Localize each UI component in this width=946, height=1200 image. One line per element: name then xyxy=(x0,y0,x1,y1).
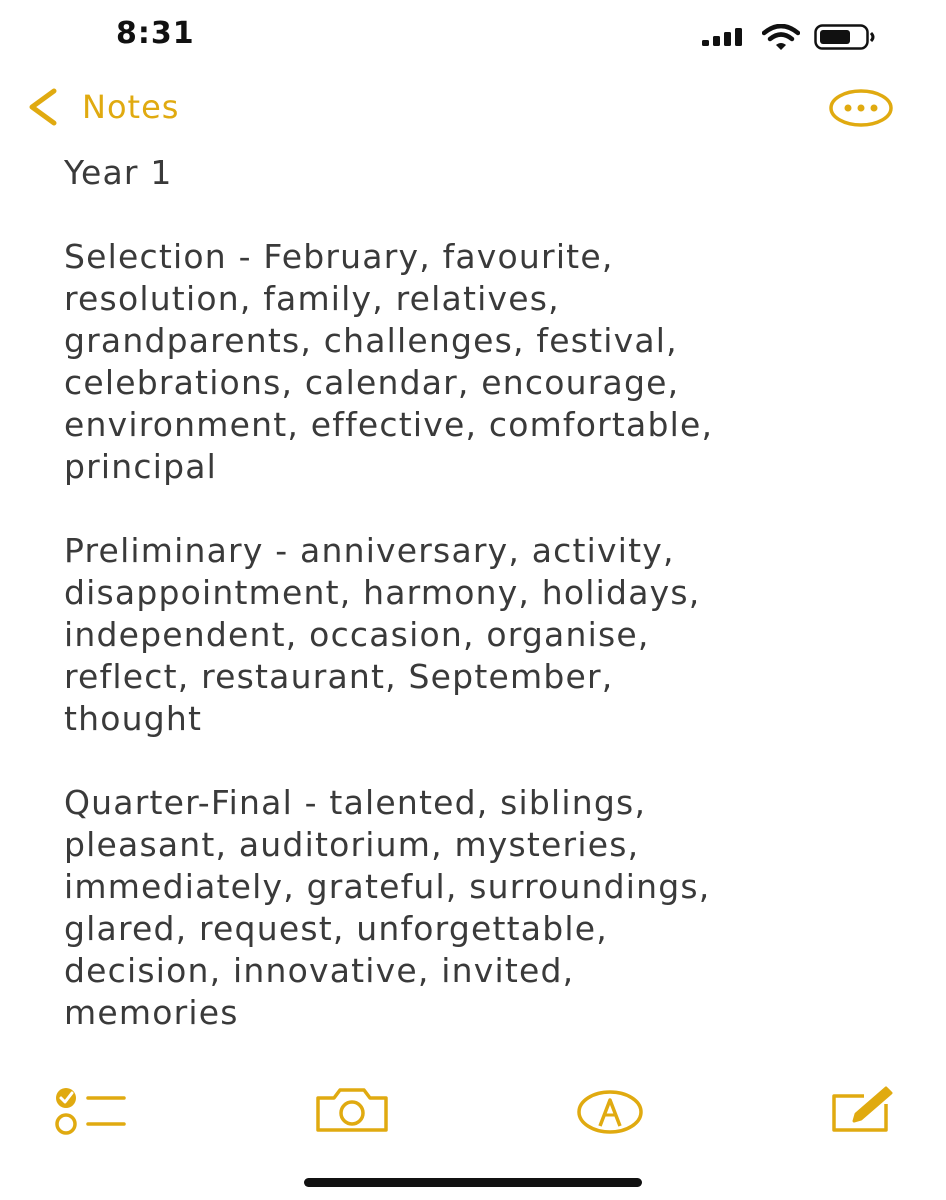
note-paragraph-preliminary[interactable]: Preliminary - anniversary, activity, disappointment, harmony, holidays, independent, occasion, organise, reflect, restaurant, September, thought xyxy=(64,531,701,738)
bottom-toolbar xyxy=(0,1082,946,1152)
status-icons xyxy=(702,24,876,50)
camera-icon xyxy=(312,1082,392,1136)
back-button[interactable] xyxy=(24,80,179,134)
ellipsis-circle-icon xyxy=(828,88,894,128)
compose-button[interactable] xyxy=(830,1082,894,1140)
cellular-signal-icon xyxy=(702,28,748,46)
checklist-button[interactable] xyxy=(52,1082,128,1140)
note-title[interactable]: Year 1 xyxy=(64,153,173,192)
note-paragraph-quarter-final[interactable]: Quarter-Final - talented, siblings, pleasant, auditorium, mysteries, immediately, grateful, surroundings, glared, request, unforgettable, decision, innovative, invited, memories xyxy=(64,783,711,1032)
status-bar xyxy=(0,0,946,70)
note-paragraph-selection[interactable]: Selection - February, favourite, resolution, family, relatives, grandparents, challenges, festival, celebrations, calendar, encourage, environment, effective, comfortable, principal xyxy=(64,237,714,486)
chevron-left-icon xyxy=(24,87,60,127)
markup-button[interactable] xyxy=(576,1082,644,1140)
checklist-icon xyxy=(52,1082,128,1136)
note-body[interactable] xyxy=(64,152,924,1076)
nav-bar xyxy=(0,80,946,134)
more-button[interactable] xyxy=(828,88,894,132)
wifi-icon xyxy=(762,24,800,50)
compose-icon xyxy=(830,1082,894,1136)
back-label: Notes xyxy=(82,88,180,126)
pen-tip-circle-icon xyxy=(576,1082,644,1136)
camera-button[interactable] xyxy=(312,1082,392,1140)
status-time: 8:31 xyxy=(116,16,195,51)
battery-icon xyxy=(814,24,876,50)
home-indicator[interactable] xyxy=(304,1178,642,1187)
